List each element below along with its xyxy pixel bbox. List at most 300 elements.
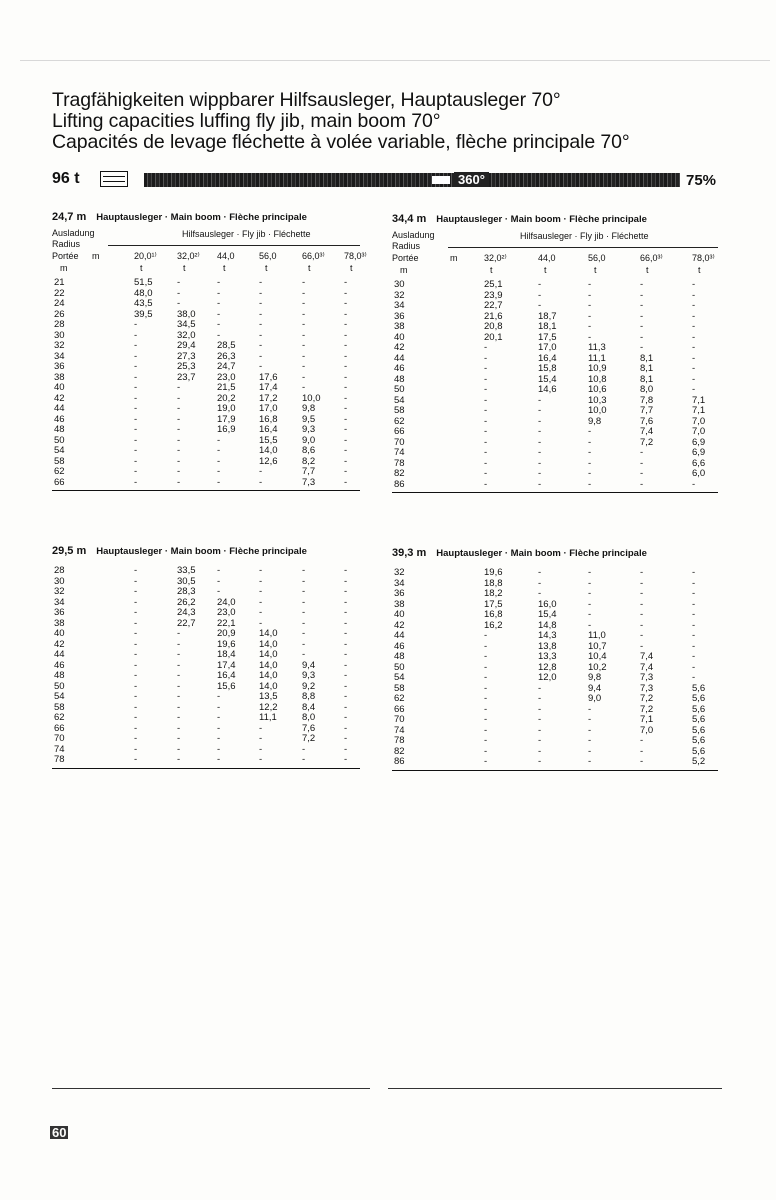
capacity-value: - (344, 340, 348, 351)
capacity-value: - (259, 340, 263, 351)
capacity-value: - (134, 424, 138, 435)
capacity-value: - (259, 319, 263, 330)
capacity-value: - (134, 659, 138, 671)
capacity-value: - (538, 567, 542, 578)
capacity-value: - (259, 329, 263, 341)
capacity-value: 17,4 (217, 659, 236, 671)
capacity-value: - (177, 277, 181, 288)
capacity-value: - (588, 457, 592, 469)
capacity-value: 9,4 (302, 659, 316, 671)
capacity-value: 21,6 (484, 310, 503, 322)
capacity-value: - (302, 382, 306, 393)
capacity-value: - (259, 298, 263, 309)
capacity-value: - (177, 392, 181, 404)
radius-value: 54 (394, 672, 405, 683)
capacity-value: - (302, 638, 306, 650)
radius-value: 34 (394, 577, 405, 589)
table-row (392, 726, 718, 737)
capacity-value: 11,3 (588, 342, 606, 353)
capacity-value: 17,0 (538, 342, 557, 353)
table-row (52, 745, 360, 756)
capacity-value: - (217, 319, 221, 330)
capacity-value: - (640, 567, 644, 578)
capacity-value: 23,0 (217, 607, 236, 618)
table-row (52, 383, 360, 394)
capacity-value: 15,6 (217, 680, 236, 692)
capacity-value: - (259, 565, 263, 576)
radius-value: 42 (54, 392, 65, 404)
radius-value: 58 (54, 455, 65, 467)
radius-value: 62 (394, 693, 405, 704)
capacity-value: 18,1 (538, 321, 557, 332)
capacity-value: - (134, 466, 138, 477)
capacity-value: 7,8 (640, 394, 654, 406)
table-row (52, 619, 360, 630)
capacity-value: - (484, 693, 488, 704)
capacity-value: 9,2 (302, 680, 316, 692)
capacity-value: - (640, 478, 644, 490)
capacity-value: - (538, 745, 542, 757)
capacity-value: - (134, 476, 138, 488)
capacity-value: 39,5 (134, 308, 153, 320)
capacity-value: - (217, 712, 221, 723)
capacity-value: - (640, 598, 644, 610)
capacity-value: 16,4 (259, 424, 278, 435)
radius-value: 36 (54, 361, 65, 372)
capacity-value: 16,4 (538, 352, 557, 364)
capacity-value: - (640, 745, 644, 757)
capacity-value: - (538, 415, 542, 427)
capacity-value: 7,1 (640, 714, 654, 725)
capacity-value: 18,7 (538, 310, 557, 322)
capacity-value: 7,3 (640, 682, 654, 694)
radius-value: 54 (394, 394, 405, 406)
capacity-value: - (177, 628, 181, 639)
capacity-value: - (344, 712, 348, 723)
radius-value: 42 (394, 342, 405, 353)
capacity-value: - (692, 384, 696, 395)
capacity-value: - (538, 478, 542, 490)
capacity-value: 16,9 (217, 424, 236, 435)
capacity-value: - (640, 735, 644, 746)
capacity-value: - (134, 691, 138, 702)
table-row (392, 705, 718, 716)
capacity-value: - (484, 415, 488, 427)
capacity-value: 8,1 (640, 373, 654, 385)
radius-value: 46 (54, 413, 65, 425)
capacity-value: - (484, 405, 488, 416)
capacity-value: - (640, 310, 644, 322)
table-row (392, 469, 718, 480)
table-row (52, 755, 360, 766)
capacity-value: - (484, 436, 488, 448)
capacity-value: 7,3 (302, 476, 316, 488)
capacity-value: - (484, 457, 488, 469)
capacity-value: 12,6 (259, 455, 278, 467)
capacity-value: - (134, 596, 138, 608)
capacity-value: - (538, 394, 542, 406)
capacity-value: - (484, 352, 488, 364)
block-heading (52, 541, 307, 559)
unit-m: m (400, 265, 408, 275)
capacity-value: - (344, 722, 348, 734)
capacity-value: 15,4 (538, 609, 557, 620)
capacity-value: - (588, 745, 592, 757)
table-row (52, 404, 360, 415)
capacity-value: - (484, 384, 488, 395)
capacity-value: - (177, 743, 181, 755)
capacity-value: 17,9 (217, 413, 236, 425)
capacity-value: 7,3 (640, 672, 654, 683)
capacity-value: 10,0 (302, 392, 321, 404)
capacity-value: 7,4 (640, 661, 654, 673)
capacity-value: - (134, 403, 138, 414)
capacity-value: - (177, 445, 181, 456)
radius-value: 32 (54, 340, 65, 351)
capacity-value: 12,0 (538, 672, 557, 683)
capacity-value: - (484, 735, 488, 746)
capacity-value: - (177, 434, 181, 446)
capacity-value: - (640, 630, 644, 641)
capacity-value: - (259, 361, 263, 372)
capacity-value: - (344, 691, 348, 702)
capacity-value: 6,0 (692, 468, 706, 479)
slew-range-bar (144, 173, 680, 187)
radius-value: 44 (394, 630, 405, 641)
capacity-value: - (134, 575, 138, 587)
capacity-value: 10,8 (588, 373, 607, 385)
capacity-value: - (302, 628, 306, 639)
radius-label-fr: Portée (392, 253, 419, 263)
capacity-value: 23,9 (484, 289, 503, 301)
capacity-value: - (344, 361, 348, 372)
capacity-value: - (538, 279, 542, 290)
capacity-value: - (344, 565, 348, 576)
capacity-value: - (302, 371, 306, 383)
capacity-value: - (538, 588, 542, 599)
block-heading (392, 543, 647, 561)
radius-value: 82 (394, 468, 405, 479)
capacity-value: - (344, 466, 348, 477)
capacity-value: - (302, 329, 306, 341)
capacity-value: - (177, 722, 181, 734)
capacity-value: - (177, 733, 181, 744)
capacity-value: - (259, 586, 263, 597)
table-row (392, 673, 718, 684)
capacity-value: - (344, 649, 348, 660)
table-row (52, 598, 360, 609)
capacity-value: 7,0 (640, 724, 654, 736)
capacity-value: - (588, 609, 592, 620)
capacity-value: - (692, 363, 696, 374)
block-bottom-rule (392, 770, 718, 771)
capacity-value: - (588, 447, 592, 458)
slew-angle: 360° (454, 172, 489, 187)
capacity-value: - (640, 321, 644, 332)
capacity-rows (52, 566, 360, 766)
capacity-value: - (344, 287, 348, 299)
radius-value: 34 (54, 350, 65, 362)
capacity-value: - (134, 382, 138, 393)
radius-value: 48 (394, 373, 405, 385)
fly-jib-length-5: 78,0³⁾ (344, 251, 367, 261)
radius-value: 42 (54, 638, 65, 650)
radius-value: 86 (394, 478, 405, 490)
capacity-value: - (344, 575, 348, 587)
table-row (52, 608, 360, 619)
capacity-value: 5,6 (692, 714, 706, 725)
capacity-value: - (302, 649, 306, 660)
capacity-value: - (692, 331, 696, 343)
capacity-value: - (177, 476, 181, 488)
table-row (392, 301, 718, 312)
capacity-value: - (484, 714, 488, 725)
fly-jib-length-3: 66,0³⁾ (640, 253, 663, 263)
main-boom-label: Hauptausleger · Main boom · Flèche principale (96, 212, 307, 223)
fly-jib-label: Hilfsausleger · Fly jib · Fléchette (182, 229, 311, 239)
fly-jib-length-2: 44,0 (217, 251, 235, 261)
capacity-value: - (538, 300, 542, 311)
capacity-value: 18,8 (484, 577, 503, 589)
capacity-value: - (484, 672, 488, 683)
main-boom-label: Hauptausleger · Main boom · Flèche principale (436, 548, 647, 559)
table-row (52, 310, 360, 321)
capacity-value: - (177, 466, 181, 477)
unit-m-header: m (92, 251, 100, 261)
radius-value: 21 (54, 277, 65, 288)
capacity-value: 16,8 (259, 413, 278, 425)
table-row (392, 385, 718, 396)
radius-value: 54 (54, 445, 65, 456)
capacity-value: - (134, 340, 138, 351)
table-row (392, 406, 718, 417)
capacity-value: - (177, 691, 181, 702)
radius-value: 46 (54, 659, 65, 671)
capacity-value: - (640, 640, 644, 652)
capacity-value: - (538, 724, 542, 736)
capacity-value: 27,3 (177, 350, 196, 362)
capacity-value: 43,5 (134, 298, 153, 309)
capacity-value: - (538, 289, 542, 301)
capacity-value: - (217, 743, 221, 755)
capacity-value: 13,5 (259, 691, 278, 702)
capacity-value: - (692, 619, 696, 631)
capacity-value: - (302, 361, 306, 372)
capacity-value: 28,3 (177, 586, 196, 597)
capacity-value: 9,8 (588, 415, 602, 427)
capacity-rows (52, 278, 360, 488)
capacity-value: - (344, 680, 348, 692)
capacity-value: 16,0 (538, 598, 557, 610)
capacity-value: - (302, 565, 306, 576)
capacity-value: - (344, 382, 348, 393)
radius-value: 44 (54, 403, 65, 414)
capacity-value: - (344, 586, 348, 597)
table-row (52, 671, 360, 682)
capacity-value: - (177, 638, 181, 650)
radius-value: 38 (394, 321, 405, 332)
table-row (52, 478, 360, 489)
radius-value: 48 (394, 651, 405, 662)
capacity-value: 16,2 (484, 619, 503, 631)
capacity-value: - (538, 577, 542, 589)
unit-t-4: t (308, 263, 311, 273)
capacity-value: - (484, 630, 488, 641)
capacity-value: 8,6 (302, 445, 316, 456)
capacity-value: - (344, 392, 348, 404)
capacity-value: - (692, 609, 696, 620)
capacity-value: - (344, 596, 348, 608)
capacity-value: - (259, 596, 263, 608)
capacity-value: 6,6 (692, 457, 706, 469)
radius-value: 66 (54, 722, 65, 734)
capacity-value: - (134, 455, 138, 467)
capacity-value: - (344, 659, 348, 671)
capacity-value: 9,3 (302, 424, 316, 435)
table-row (52, 467, 360, 478)
capacity-value: 7,7 (640, 405, 654, 416)
capacity-value: - (344, 670, 348, 681)
radius-value: 86 (394, 756, 405, 767)
capacity-value: - (344, 434, 348, 446)
capacity-value: - (692, 577, 696, 589)
capacity-value: - (538, 447, 542, 458)
capacity-value: 7,0 (692, 415, 706, 427)
capacity-value: - (134, 445, 138, 456)
radius-value: 42 (394, 619, 405, 631)
capacity-value: - (588, 468, 592, 479)
capacity-value: - (217, 754, 221, 765)
capacity-value: - (177, 382, 181, 393)
capacity-value: - (177, 455, 181, 467)
capacity-value: - (134, 628, 138, 639)
capacity-value: - (640, 331, 644, 343)
radius-value: 34 (54, 596, 65, 608)
capacity-value: 8,1 (640, 363, 654, 374)
capacity-value: - (177, 659, 181, 671)
capacity-value: 48,0 (134, 287, 153, 299)
radius-value: 50 (54, 434, 65, 446)
capacity-value: - (640, 468, 644, 479)
capacity-value: 7,6 (302, 722, 316, 734)
capacity-value: - (177, 424, 181, 435)
capacity-value: 32,0 (177, 329, 196, 341)
capacity-value: - (259, 733, 263, 744)
capacity-value: 25,1 (484, 279, 503, 290)
capacity-value: 8,8 (302, 691, 316, 702)
capacity-value: 26,2 (177, 596, 196, 608)
capacity-value: - (177, 287, 181, 299)
footer-rule-left (52, 1088, 370, 1089)
capacity-value: - (538, 714, 542, 725)
capacity-value: 29,4 (177, 340, 196, 351)
capacity-value: - (538, 468, 542, 479)
fly-jib-rule (108, 245, 360, 246)
capacity-value: 14,6 (538, 384, 557, 395)
capacity-value: - (484, 682, 488, 694)
capacity-value: - (259, 722, 263, 734)
capacity-value: - (588, 577, 592, 589)
capacity-value: 9,0 (588, 693, 602, 704)
capacity-value: - (134, 319, 138, 330)
capacity-value: 33,5 (177, 565, 196, 576)
capacity-value: 23,7 (177, 371, 196, 383)
capacity-value: 6,9 (692, 447, 706, 458)
capacity-value: - (484, 342, 488, 353)
table-row (392, 438, 718, 449)
capacity-value: - (640, 619, 644, 631)
capacity-value: - (134, 586, 138, 597)
capacity-value: 10,0 (588, 405, 607, 416)
capacity-value: - (302, 277, 306, 288)
capacity-value: 8,1 (640, 352, 654, 364)
capacity-value: - (344, 329, 348, 341)
capacity-value: 7,2 (302, 733, 316, 744)
capacity-value: 7,4 (640, 426, 654, 437)
radius-value: 70 (394, 714, 405, 725)
capacity-value: 8,2 (302, 455, 316, 467)
capacity-value: - (484, 363, 488, 374)
fly-jib-length-2: 56,0 (588, 253, 606, 263)
capacity-value: - (217, 691, 221, 702)
capacity-value: - (344, 754, 348, 765)
capacity-value: - (484, 703, 488, 715)
table-row (52, 352, 360, 363)
capacity-value: - (588, 426, 592, 437)
capacity-value: 24,0 (217, 596, 236, 608)
unit-t-0: t (140, 263, 143, 273)
capacity-value: - (344, 308, 348, 320)
page-number: 60 (52, 1125, 67, 1140)
capacity-value: - (640, 342, 644, 353)
table-row (52, 331, 360, 342)
capacity-value: 7,1 (692, 394, 706, 406)
table-row (392, 568, 718, 579)
capacity-value: 7,7 (302, 466, 316, 477)
capacity-value: 19,0 (217, 403, 236, 414)
footer-rule-right (388, 1088, 722, 1089)
capacity-value: - (177, 298, 181, 309)
table-row (392, 684, 718, 695)
capacity-value: 17,4 (259, 382, 278, 393)
capacity-value: 8,4 (302, 701, 316, 713)
capacity-value: 22,1 (217, 617, 236, 629)
capacity-value: - (259, 277, 263, 288)
radius-value: 66 (54, 476, 65, 488)
fly-jib-length-0: 20,0¹⁾ (134, 251, 157, 261)
capacity-value: 20,2 (217, 392, 236, 404)
capacity-value: - (588, 588, 592, 599)
capacity-value: 11,1 (588, 352, 606, 364)
config-band (52, 170, 732, 192)
capacity-value: - (177, 680, 181, 692)
capacity-value: 15,8 (538, 363, 557, 374)
fly-jib-length-4: 78,0³⁾ (692, 253, 715, 263)
capacity-value: 18,4 (217, 649, 236, 660)
capacity-value: - (177, 649, 181, 660)
main-boom-length: 29,5 m (52, 545, 87, 557)
capacity-value: - (692, 640, 696, 652)
capacity-value: - (177, 403, 181, 414)
radius-value: 38 (54, 617, 65, 629)
table-row (392, 579, 718, 590)
capacity-value: 12,2 (259, 701, 278, 713)
capacity-value: 14,3 (538, 630, 557, 641)
radius-value: 50 (394, 384, 405, 395)
capacity-value: 22,7 (484, 300, 503, 311)
capacity-value: - (344, 445, 348, 456)
table-row (392, 736, 718, 747)
